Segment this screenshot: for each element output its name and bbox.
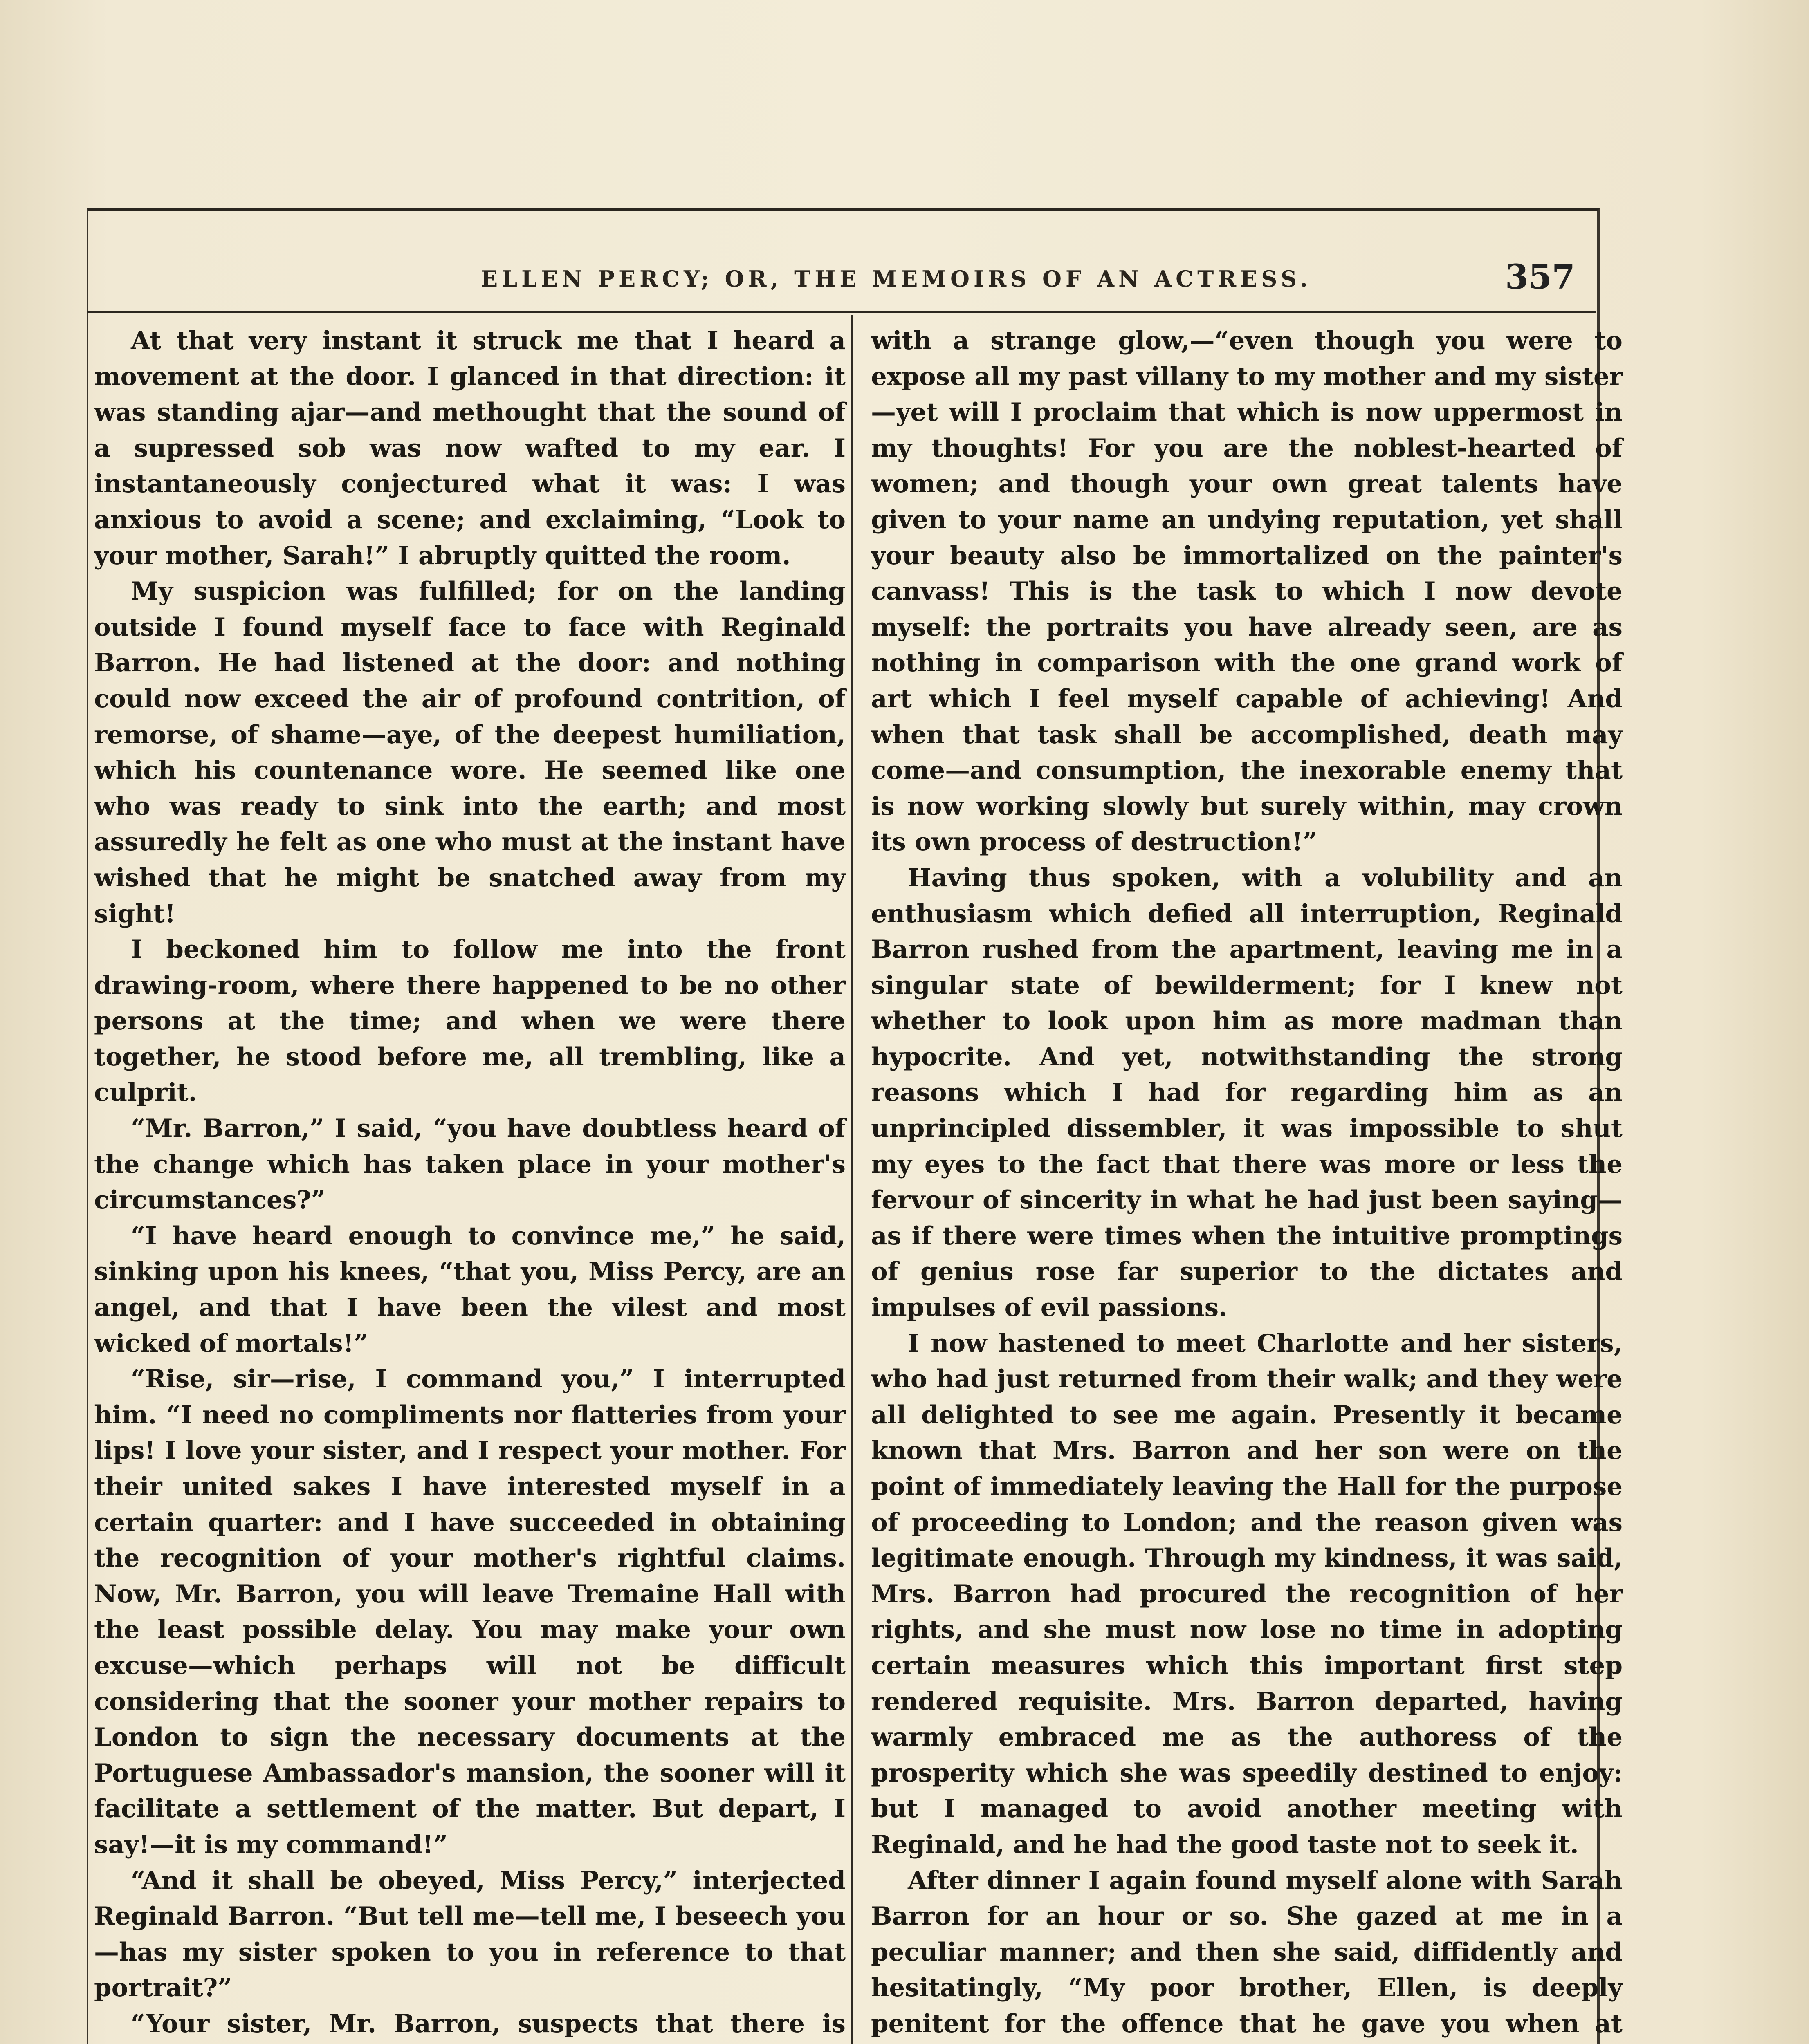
- running-title: ELLEN PERCY; OR, THE MEMOIRS OF AN ACTRESS.: [480, 266, 1312, 292]
- paragraph: “And it shall be obeyed, Miss Percy,” interjected Reginald Barron. “But tell me—tell me, I beseech you—has my sister spoken to you in reference to that portrait?”: [94, 1866, 846, 2003]
- header-rule: [87, 311, 1596, 313]
- paragraph: “I have heard enough to convince me,” he said, sinking upon his knees, “that you, Miss Percy, are an angel, and that I have been the vilest and most wicked of mortals!”: [94, 1221, 846, 1358]
- paragraph: I beckoned him to follow me into the front drawing-room, where there happened to be no other persons at the time; and when we were there together, he stood before me, all trembling, like a culprit.: [94, 935, 846, 1107]
- column-divider: [851, 315, 853, 2044]
- paragraph: Having thus spoken, with a volubility and an enthusiasm which defied all interruption, Reginald Barron rushed from the apartment, leaving me in a singular state of bewilderment; for I knew not whether to look upon him as more madman than hypocrite. And yet, notwithstanding the strong reasons which I had for regarding him as an unprincipled dissembler, it was impossible to shut my eyes to the fact that there was more or less the fervour of sincerity in what he had just been saying—as if there were times when the intuitive promptings of genius rose far superior to the dictates and impulses of evil passions.: [871, 863, 1623, 1322]
- paragraph-continuation: with a strange glow,—“even though you were to expose all my past villany to my mother and my sister—yet will I proclaim that which is now uppermost in my thoughts! For you are the noblest-hearted of women; and though your own great talents have given to your name an undying reputation, yet shall your beauty also be immortalized on the painter's canvass! This is the task to which I now devote myself: the portraits you have already seen, are as nothing in comparison with the one grand work of art which I feel myself capable of achieving! And when that task shall be accomplished, death may come—and consumption, the inexorable enemy that is now working slowly but surely within, may crown its own process of destruction!”: [871, 326, 1623, 857]
- paragraph: At that very instant it struck me that I heard a movement at the door. I glanced in that direction: it was standing ajar—and methought that the sound of a supressed sob was now wafted to my ear. I instantaneously conjectured what it was: I was anxious to avoid a scene; and exclaiming, “Look to your mother, Sarah!” I abruptly quitted the room.: [94, 326, 846, 570]
- running-header: [87, 258, 1596, 303]
- paragraph: “Rise, sir—rise, I command you,” I interrupted him. “I need no compliments nor flatteries from your lips! I love your sister, and I respect your mother. For their united sakes I have interested myself in a certain quarter: and I have succeeded in obtaining the recognition of your mother's rightful claims. Now, Mr. Barron, you will leave Tremaine Hall with the least possible delay. You may make your own excuse—which perhaps will not be difficult considering that the sooner your mother repairs to London to sign the necessary documents at the Portuguese Ambassador's mansion, the sooner will it facilitate a settlement of the matter. But depart, I say!—it is my command!”: [94, 1365, 846, 1859]
- paragraph: I now hastened to meet Charlotte and her sisters, who had just returned from their walk; and they were all delighted to see me again. Presently it became known that Mrs. Barron and her son were on the point of immediately leaving the Hall for the purpose of proceeding to London; and the reason given was legitimate enough. Through my kindness, it was said, Mrs. Barron had procured the recognition of her rights, and she must now lose no time in adopting certain measures which this important first step rendered requisite. Mrs. Barron departed, having warmly embraced me as the authoress of the prosperity which she was speedily destined to enjoy: but I managed to avoid another meeting with Reginald, and he had the good taste not to seek it.: [871, 1329, 1623, 1859]
- left-text-column: [94, 323, 846, 2044]
- paragraph: “Mr. Barron,” I said, “you have doubtless heard of the change which has taken place in your mother's circumstances?”: [94, 1114, 846, 1215]
- page-number: 357: [1505, 258, 1575, 297]
- paragraph: After dinner I again found myself alone with Sarah Barron for an hour or so. She gazed at me in a peculiar manner; and then she said, diffidently and hesitatingly, “My poor brother, Ellen, is deeply penitent for the offence that he gave you when at: [871, 1866, 1623, 2038]
- right-text-column: [871, 323, 1623, 2044]
- paragraph: My suspicion was fulfilled; for on the landing outside I found myself face to face with Reginald Barron. He had listened at the door: and nothing could now exceed the air of profound contrition, of remorse, of shame—aye, of the deepest humiliation, which his countenance wore. He seemed like one who was ready to sink into the earth; and most assuredly he felt as one who must at the instant have wished that he might be snatched away from my sight!: [94, 577, 846, 928]
- paragraph: “Your sister, Mr. Barron, suspects that there is: [131, 2009, 846, 2038]
